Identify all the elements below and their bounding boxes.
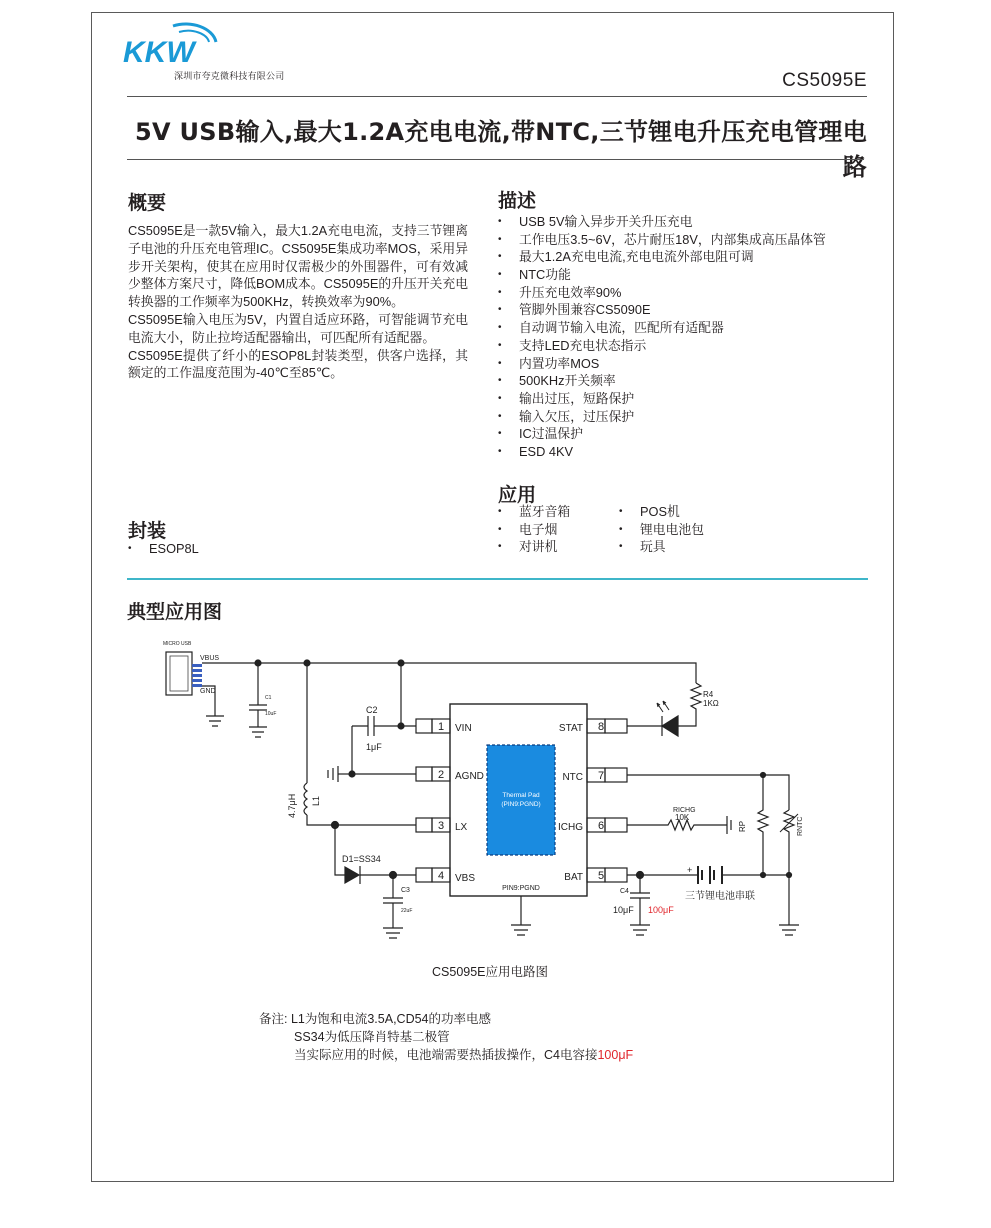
svg-text:NTC: NTC: [562, 772, 583, 783]
svg-text:BAT: BAT: [564, 872, 583, 883]
part-number: CS5095E: [782, 70, 867, 91]
battery-label: 三节锂电池串联: [685, 891, 755, 902]
overview-heading: 概要: [128, 192, 167, 214]
overview-text: [128, 222, 468, 382]
list-item: • ESOP8L: [128, 540, 199, 558]
pin-6: [558, 818, 627, 833]
application-schematic: [150, 633, 870, 953]
logo-text: KKW: [123, 36, 195, 69]
richg-label: RICHG: [673, 807, 696, 814]
c1-label: C1: [265, 695, 272, 701]
svg-text:7: 7: [597, 770, 605, 782]
list-item: • 支持LED充电状态指示: [498, 337, 826, 355]
list-item: • 工作电压3.5~6V，芯片耐压18V，内部集成高压晶体管: [498, 231, 826, 249]
rp-label: RP: [738, 820, 747, 832]
r4-value: 1KΩ: [703, 699, 719, 708]
pin-7: [562, 768, 627, 783]
description-list: [498, 213, 826, 461]
section-divider: [127, 578, 868, 580]
note-text: 当实际应用的时候，电池端需要热插拔操作，C4电容接: [294, 1048, 598, 1062]
svg-text:8: 8: [597, 721, 605, 733]
list-item: • NTC功能: [498, 266, 826, 284]
pin-2: [416, 767, 484, 782]
c2-label: C2: [366, 705, 378, 715]
list-item: • 升压充电效率90%: [498, 284, 826, 302]
list-item: • 对讲机: [498, 538, 570, 556]
pin-8: [559, 719, 627, 734]
richg-value: 10K: [675, 813, 690, 822]
pin-5: [564, 868, 627, 883]
svg-text:6: 6: [597, 820, 605, 832]
note-highlight: 100μF: [597, 1048, 634, 1062]
svg-text:+: +: [687, 865, 693, 875]
c4-label: C4: [620, 888, 629, 895]
list-item: • 玩具: [619, 538, 704, 556]
d1-label: D1=SS34: [342, 854, 381, 864]
svg-text:1: 1: [437, 721, 445, 733]
c3-value: 22uF: [401, 908, 413, 914]
svg-text:5: 5: [597, 870, 605, 882]
svg-text:VIN: VIN: [455, 723, 472, 734]
svg-text:STAT: STAT: [558, 723, 583, 734]
c1-value: 10uF: [265, 711, 277, 717]
schematic-caption: CS5095E应用电路图: [432, 965, 549, 979]
pin-3: [416, 818, 468, 833]
applications-list-1: [498, 503, 570, 556]
rntc-label: RNTC: [797, 816, 804, 836]
list-item: • POS机: [619, 503, 704, 521]
svg-text:VBS: VBS: [455, 873, 476, 884]
list-item: • ESD 4KV: [498, 443, 826, 461]
svg-text:3: 3: [437, 820, 445, 832]
c2-value: 1μF: [366, 742, 382, 752]
pin9-label: PIN9:PGND: [502, 885, 540, 892]
led-icon: [662, 716, 678, 736]
package-heading: 封装: [128, 520, 167, 542]
usb-label: MICRO USB: [163, 641, 192, 647]
notes: [259, 1010, 633, 1064]
note-line: SS34为低压降肖特基二极管: [294, 1030, 450, 1044]
svg-text:4: 4: [437, 870, 445, 882]
package-list: [128, 540, 199, 558]
list-item: • 内置功率MOS: [498, 355, 826, 373]
junction: [398, 723, 404, 729]
divider: [127, 159, 864, 160]
list-item: • 锂电电池包: [619, 521, 704, 539]
list-item: • IC过温保护: [498, 425, 826, 443]
list-item: • 输出过压，短路保护: [498, 390, 826, 408]
thermal-pad-label: Thermal Pad: [502, 792, 540, 799]
company-name: 深圳市夸克微科技有限公司: [174, 71, 285, 81]
vbus-label: VBUS: [200, 655, 220, 662]
l1-label: L1: [311, 795, 321, 806]
list-item: • 自动调节输入电流，匹配所有适配器: [498, 319, 826, 337]
overview-paragraph: CS5095E提供了纤小的ESOP8L封装类型，供客户选择，其额定的工作温度范围为-40℃至85℃。: [128, 347, 468, 381]
pin-1: [416, 719, 472, 734]
r4-label: R4: [703, 690, 714, 699]
note-line: 备注: L1为饱和电流3.5A,CD54的功率电感: [259, 1012, 491, 1026]
usb-connector-icon: [166, 652, 202, 695]
c4-value: 10μF: [613, 905, 634, 915]
battery-icon: [698, 866, 722, 884]
gnd-label: GND: [200, 688, 216, 695]
thermal-pad: [487, 745, 555, 855]
list-item: • 输入欠压，过压保护: [498, 408, 826, 426]
list-item: • 电子烟: [498, 521, 570, 539]
document-title: 5V USB输入,最大1.2A充电电流,带NTC,三节锂电升压充电管理电路: [134, 118, 867, 181]
svg-text:2: 2: [437, 769, 445, 781]
applications-heading: 应用: [498, 484, 537, 506]
list-item: • USB 5V输入异步开关升压充电: [498, 213, 826, 231]
c3-label: C3: [401, 887, 410, 894]
c4-value-alt: 100μF: [648, 905, 674, 915]
applications-list-2: [619, 503, 704, 556]
list-item: • 管脚外围兼容CS5090E: [498, 301, 826, 319]
overview-paragraph: CS5095E输入电压为5V，内置自适应环路，可智能调节充电电流大小，防止拉垮适配器输出，可匹配所有适配器。: [128, 311, 468, 345]
pin-4: [416, 868, 475, 884]
schematic-heading: 典型应用图: [127, 601, 223, 623]
overview-paragraph: CS5095E是一款5V输入，最大1.2A充电电流，支持三节锂离子电池的升压充电管理IC。CS5095E集成功率MOS，采用异步开关架构，使其在应用时仅需极少的外围器件，可有效减少整体方案尺寸，降低BOM成本。CS5095E的升压开关充电转换器的工作频率为500KHz，转换效率为90%。: [128, 223, 468, 310]
kkw-logo: [121, 22, 221, 70]
thermal-pad-sublabel: (PIN9:PGND): [501, 801, 541, 808]
description-heading: 描述: [498, 190, 537, 212]
list-item: • 500KHz开关频率: [498, 372, 826, 390]
list-item: • 最大1.2A充电电流,充电电流外部电阻可调: [498, 248, 826, 266]
svg-text:ICHG: ICHG: [558, 822, 583, 833]
list-item: • 蓝牙音箱: [498, 503, 570, 521]
note-line: [259, 1046, 633, 1064]
svg-text:AGND: AGND: [455, 771, 484, 782]
divider: [127, 96, 867, 97]
l1-value: 4.7μH: [287, 793, 297, 818]
svg-text:LX: LX: [455, 822, 468, 833]
